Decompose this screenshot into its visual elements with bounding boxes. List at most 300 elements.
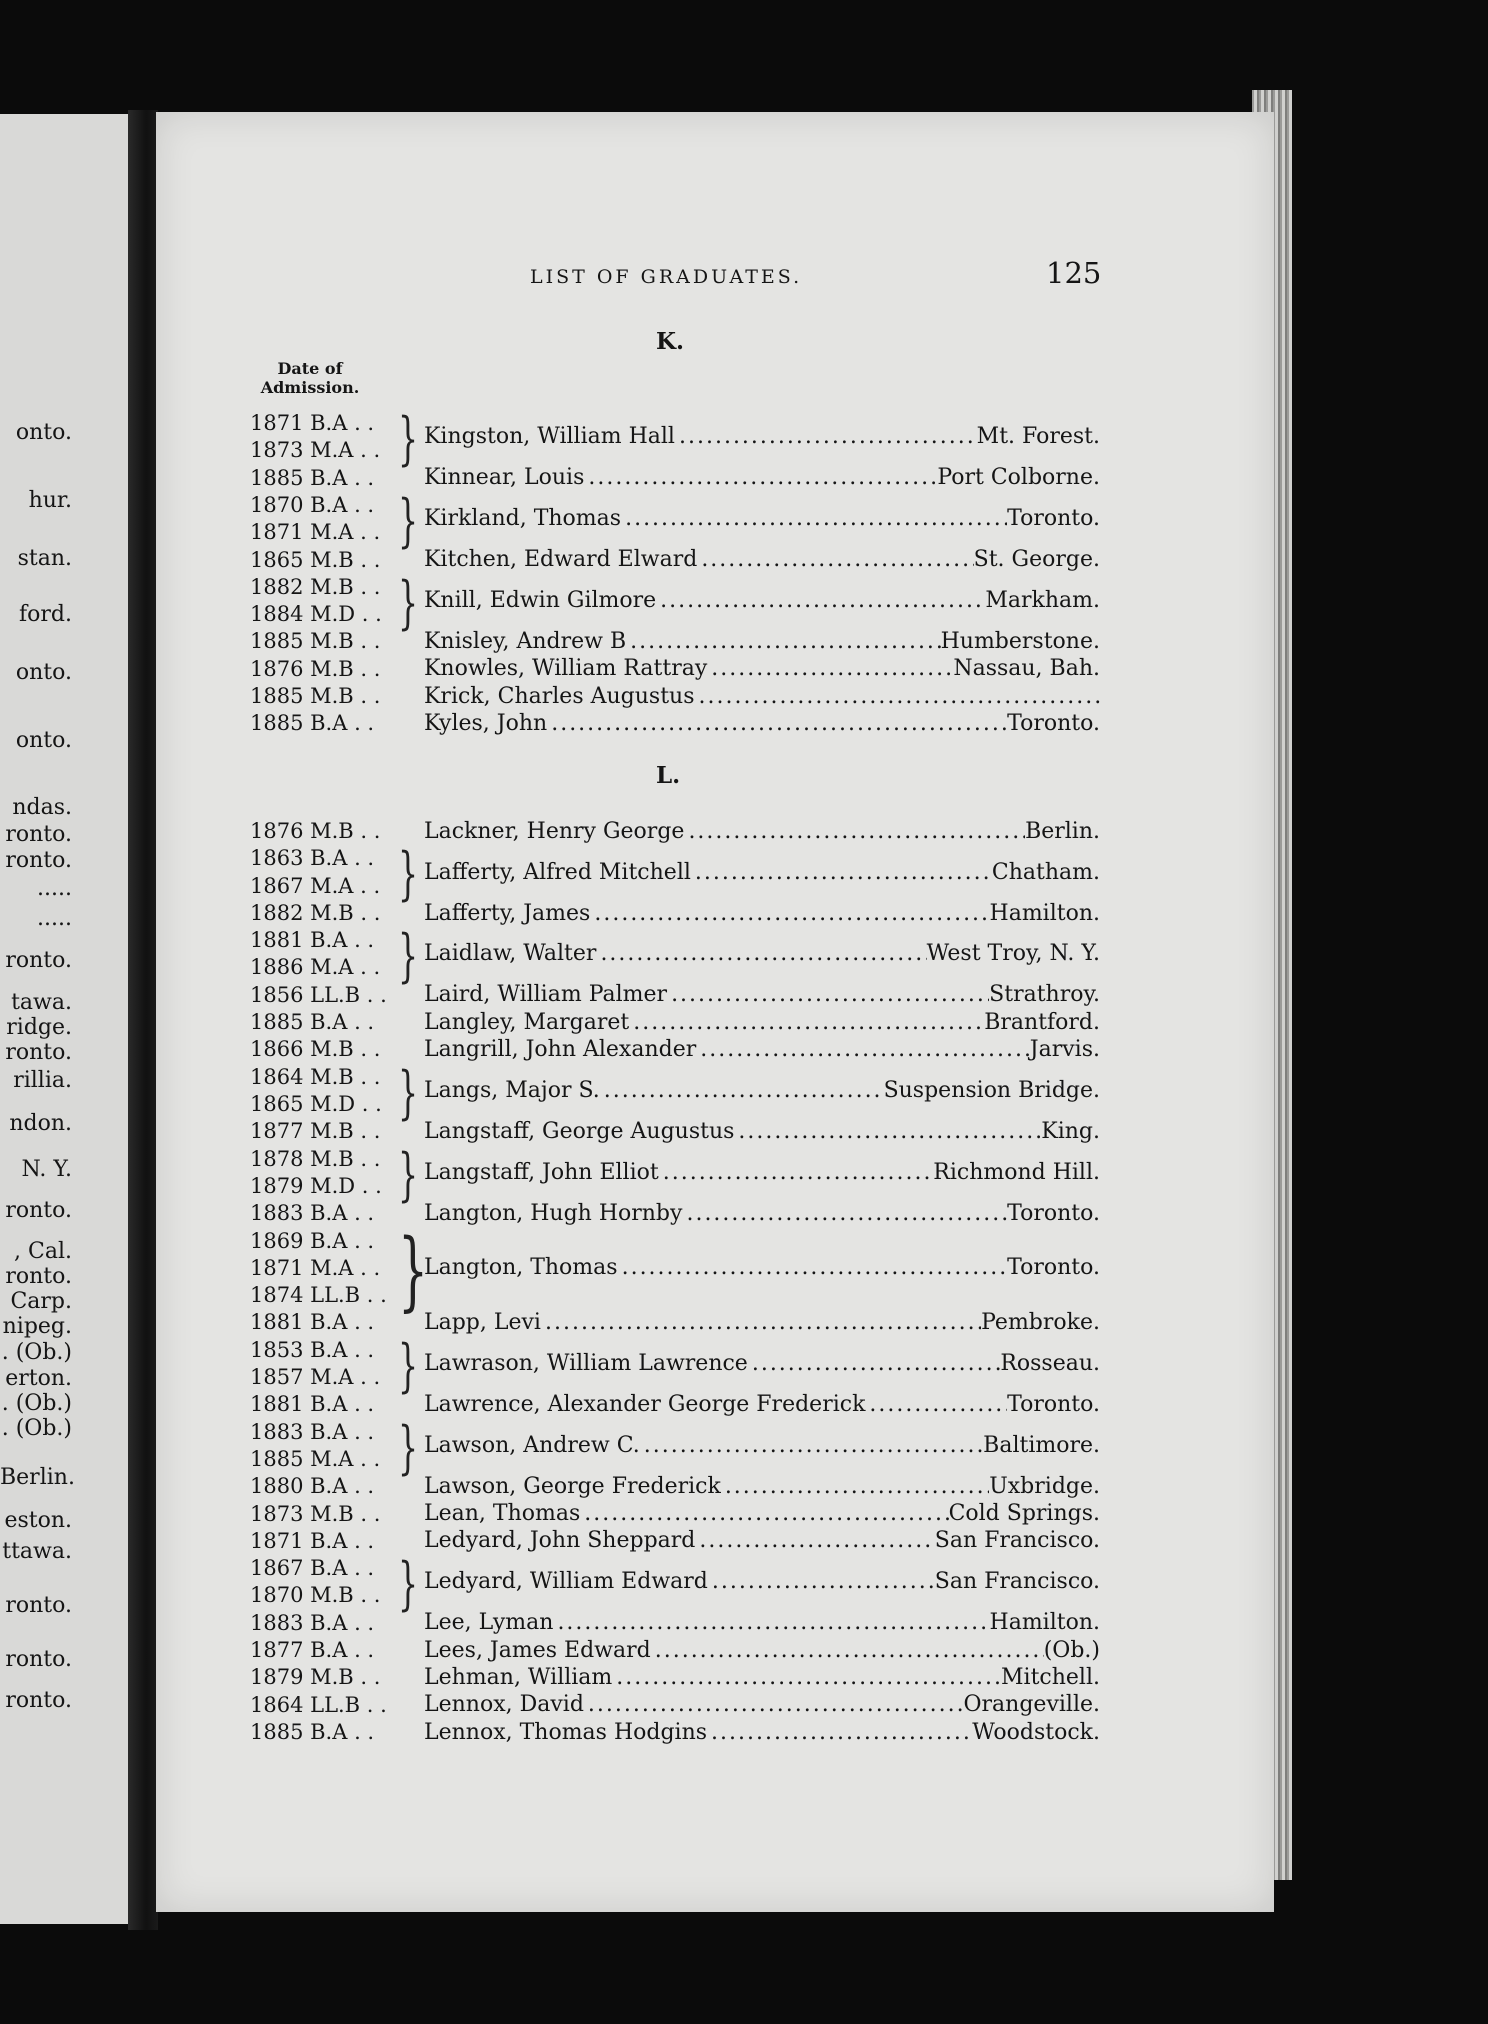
grouping-brace: } [398, 840, 419, 908]
entry-line [424, 1201, 1100, 1227]
admission-dates [250, 1555, 410, 1610]
facing-page-fragment: ..... [37, 906, 72, 931]
column-heading-line-1: Date of [277, 359, 343, 378]
admission-date-degree: 1883 B.A . . [250, 1201, 375, 1226]
dot-leader [695, 1528, 934, 1554]
entry-line [424, 1720, 1100, 1746]
residence: Woodstock. [972, 1719, 1100, 1745]
facing-page-fragment: ronto. [5, 1198, 72, 1223]
graduate-entry [250, 1637, 1100, 1664]
admission-date-degree: 1882 M.B . . [250, 574, 381, 599]
graduate-name: Lafferty, James [424, 900, 591, 926]
admission-date-degree: 1879 M.B . . [250, 1665, 381, 1690]
admission-date-degree: 1881 B.A . . [250, 928, 375, 953]
admission-dates [250, 1719, 410, 1746]
entry-line [424, 982, 1100, 1008]
graduate-entry [250, 1413, 1100, 1481]
graduate-name: Lackner, Henry George [424, 818, 685, 844]
admission-dates [250, 1009, 410, 1036]
admission-date-degree: 1885 B.A . . [250, 711, 375, 736]
residence: Jarvis. [1029, 1037, 1100, 1063]
graduate-entry [250, 1610, 1100, 1637]
graduate-name: Kyles, John [424, 710, 548, 736]
dot-leader [656, 588, 985, 614]
facing-page-fragment: ridge. [6, 1015, 72, 1040]
section-letter: K. [656, 328, 684, 355]
graduate-entry [250, 1550, 1100, 1618]
facing-page-fragment: onto. [15, 420, 72, 445]
dot-leader [553, 1610, 989, 1636]
admission-dates [250, 1419, 410, 1474]
admission-date-degree: 1856 LL.B . . [250, 982, 387, 1007]
admission-dates [250, 1664, 410, 1691]
dot-leader [590, 901, 989, 927]
graduate-name: Lees, James Edward [424, 1637, 651, 1663]
residence: Berlin. [1025, 818, 1100, 844]
entry-line [424, 1119, 1100, 1145]
residence: Pembroke. [981, 1310, 1100, 1336]
residence: San Francisco. [934, 1569, 1100, 1595]
residence: Richmond Hill. [933, 1159, 1100, 1185]
graduate-entry [250, 486, 1100, 554]
residence: (Ob.) [1043, 1637, 1100, 1663]
graduate-name: Lennox, David [424, 1692, 584, 1718]
entry-line [424, 1692, 1100, 1718]
graduate-name: Lean, Thomas [424, 1501, 581, 1527]
grouping-brace: } [398, 1220, 429, 1321]
dot-leader [734, 1119, 1041, 1145]
entry-line [424, 1392, 1100, 1418]
entry-line [424, 506, 1100, 532]
grouping-brace: } [398, 922, 419, 990]
admission-dates [250, 574, 410, 629]
facing-page-fragment: ndon. [9, 1111, 72, 1136]
graduate-entry [250, 1036, 1100, 1063]
residence: Toronto. [1007, 506, 1100, 532]
residence: Cold Springs. [948, 1501, 1100, 1527]
dot-leader [618, 1255, 1008, 1281]
admission-dates [250, 1200, 410, 1227]
facing-page-fragment: ttawa. [2, 1539, 72, 1564]
graduate-entry [250, 405, 1100, 472]
residence: Toronto. [1007, 1255, 1100, 1281]
admission-date-degree: 1871 B.A . . [250, 1528, 375, 1553]
facing-page-fragment: ronto. [5, 1593, 72, 1618]
running-title: LIST OF GRADUATES. [530, 266, 803, 288]
admission-date-degree: 1884 M.D . . [250, 602, 382, 627]
graduate-entry [250, 1200, 1100, 1227]
residence: San Francisco. [934, 1528, 1100, 1554]
dot-leader [675, 424, 977, 450]
admission-dates [250, 656, 410, 683]
entry-line [424, 1433, 1100, 1459]
facing-page-fragment: ronto. [5, 1040, 72, 1065]
entry-line [424, 1569, 1100, 1595]
admission-dates [250, 683, 410, 710]
admission-date-degree: 1871 M.A . . [250, 1255, 381, 1280]
graduate-name: Langs, Major S. [424, 1077, 600, 1103]
admission-date-degree: 1871 B.A . . [250, 411, 375, 435]
graduate-name: Lawrence, Alexander George Frederick [424, 1391, 866, 1417]
graduate-name: Lennox, Thomas Hodgins [424, 1719, 708, 1745]
entry-line [424, 684, 1100, 710]
residence: Port Colborne. [937, 465, 1100, 491]
admission-date-degree: 1863 B.A . . [250, 846, 375, 871]
facing-page-fragment: rillia. [13, 1068, 72, 1093]
residence: Mt. Forest. [976, 424, 1100, 450]
admission-date-degree: 1870 M.B . . [250, 1583, 381, 1608]
residence: Hamilton. [989, 900, 1100, 926]
grouping-brace: } [398, 405, 419, 472]
entry-line [424, 1160, 1100, 1186]
facing-page-fragment: . (Ob.) [1, 1416, 72, 1441]
facing-page-fragment: stan. [17, 546, 72, 571]
residence: Toronto. [1007, 710, 1100, 736]
admission-date-degree: 1874 LL.B . . [250, 1283, 387, 1308]
residence: Nassau, Bah. [953, 656, 1100, 682]
facing-page-fragment: N. Y. [21, 1157, 72, 1182]
graduate-name: Krick, Charles Augustus [424, 683, 695, 709]
facing-page-fragment: , Cal. [14, 1239, 72, 1264]
graduate-name: Langton, Thomas [424, 1255, 618, 1281]
admission-dates [250, 845, 410, 900]
dot-leader [584, 465, 937, 491]
admission-dates [250, 492, 410, 547]
admission-date-degree: 1883 B.A . . [250, 1419, 375, 1444]
graduate-entry [250, 547, 1100, 574]
admission-dates [250, 818, 410, 845]
admission-dates [250, 628, 410, 655]
graduate-entry [250, 900, 1100, 927]
admission-dates [250, 1337, 410, 1392]
dot-leader [640, 1433, 983, 1459]
dot-leader [748, 1351, 1000, 1377]
entry-line [424, 465, 1100, 491]
entry-line [424, 1351, 1100, 1377]
graduate-name: Kinnear, Louis [424, 465, 585, 491]
grouping-brace: } [398, 1550, 419, 1618]
graduate-name: Laidlaw, Walter [424, 941, 597, 967]
admission-dates [250, 410, 410, 465]
graduate-name: Lee, Lyman [424, 1610, 554, 1636]
dot-leader [580, 1501, 948, 1527]
dot-leader [651, 1638, 1044, 1664]
dot-leader [659, 1160, 934, 1186]
dot-leader [721, 1474, 989, 1500]
entry-line [424, 901, 1100, 927]
graduate-entry [250, 656, 1100, 683]
facing-page [0, 114, 140, 1924]
dot-leader [707, 656, 953, 682]
admission-dates [250, 1528, 410, 1555]
graduate-entry [250, 1309, 1100, 1336]
residence: Toronto. [1007, 1391, 1100, 1417]
graduate-name: Knill, Edwin Gilmore [424, 588, 657, 614]
residence: Humberstone. [940, 629, 1100, 655]
residence: Orangeville. [963, 1692, 1100, 1718]
admission-date-degree: 1885 B.A . . [250, 465, 375, 490]
residence: Markham. [985, 588, 1100, 614]
page-number: 125 [1046, 256, 1102, 290]
entry-line [424, 424, 1100, 450]
admission-date-degree: 1864 M.B . . [250, 1064, 381, 1089]
graduate-entry [250, 1501, 1100, 1528]
entry-line [424, 819, 1100, 845]
facing-page-fragment: . (Ob.) [1, 1391, 72, 1416]
entry-line [424, 941, 1100, 967]
graduate-entry [250, 710, 1100, 737]
admission-date-degree: 1879 M.D . . [250, 1173, 382, 1198]
residence: St. George. [973, 547, 1100, 573]
grouping-brace: } [398, 486, 419, 554]
grouping-brace: } [398, 1331, 419, 1399]
graduate-entry [250, 683, 1100, 710]
graduate-entry [250, 840, 1100, 908]
entry-line [424, 1010, 1100, 1036]
graduate-entry [250, 1528, 1100, 1555]
residence: Uxbridge. [989, 1473, 1100, 1499]
admission-dates [250, 1064, 410, 1119]
graduate-name: Laird, William Palmer [424, 982, 668, 1008]
graduate-name: Kirkland, Thomas [424, 506, 622, 532]
residence: Chatham. [991, 859, 1100, 885]
residence: Toronto. [1007, 1200, 1100, 1226]
facing-page-fragment: Carp. [10, 1289, 72, 1314]
entry-line [424, 1474, 1100, 1500]
facing-page-fragment: ndas. [12, 795, 72, 820]
dot-leader [626, 629, 940, 655]
graduate-entry [250, 1331, 1100, 1399]
facing-page-fragment: eston. [4, 1508, 72, 1533]
graduate-name: Langstaff, George Augustus [424, 1118, 735, 1144]
residence: Baltimore. [983, 1432, 1100, 1458]
admission-date-degree: 1885 M.B . . [250, 629, 381, 654]
graduate-entry [250, 1719, 1100, 1746]
graduate-entry [250, 922, 1100, 990]
book-gutter [128, 110, 158, 1930]
dot-leader [541, 1310, 981, 1336]
admission-date-degree: 1878 M.B . . [250, 1146, 381, 1171]
admission-dates [250, 927, 410, 982]
dot-leader [696, 1037, 1030, 1063]
entry-line [424, 711, 1100, 737]
admission-date-degree: 1876 M.B . . [250, 819, 381, 843]
graduate-name: Langley, Margaret [424, 1009, 630, 1035]
dot-leader [684, 819, 1025, 845]
admission-dates [250, 982, 410, 1009]
admission-dates [250, 1692, 410, 1719]
graduate-name: Lawson, Andrew C. [424, 1432, 640, 1458]
dot-leader [600, 1078, 884, 1104]
admission-date-degree: 1873 M.A . . [250, 438, 381, 463]
entry-line [424, 547, 1100, 573]
graduate-entry [250, 465, 1100, 492]
facing-page-fragment: ronto. [5, 1264, 72, 1289]
entry-line [424, 1638, 1100, 1664]
admission-date-degree: 1881 B.A . . [250, 1392, 375, 1417]
admission-date-degree: 1866 M.B . . [250, 1037, 381, 1062]
graduate-entry [250, 1009, 1100, 1036]
admission-date-degree: 1886 M.A . . [250, 955, 381, 980]
entry-line [424, 1255, 1100, 1281]
residence: Brantford. [984, 1009, 1100, 1035]
residence: Mitchell. [1001, 1664, 1100, 1690]
facing-page-fragment: onto. [15, 728, 72, 753]
dot-leader [629, 1010, 984, 1036]
admission-date-degree: 1864 LL.B . . [250, 1692, 387, 1717]
admission-date-degree: 1885 M.A . . [250, 1446, 381, 1471]
graduate-name: Lapp, Levi [424, 1310, 541, 1336]
admission-date-degree: 1877 M.B . . [250, 1119, 381, 1144]
admission-date-degree: 1870 B.A . . [250, 492, 375, 517]
entry-line [424, 588, 1100, 614]
entry-line [424, 1037, 1100, 1063]
facing-page-fragment: ronto. [5, 1688, 72, 1713]
admission-dates [250, 547, 410, 574]
graduate-entry [250, 628, 1100, 655]
admission-date-degree: 1876 M.B . . [250, 656, 381, 681]
admission-dates [250, 1228, 410, 1310]
entry-line [424, 860, 1100, 886]
residence: King. [1041, 1118, 1100, 1144]
facing-page-fragment: ronto. [5, 848, 72, 873]
dot-leader [865, 1392, 1007, 1418]
entry-line [424, 1078, 1100, 1104]
graduate-name: Langstaff, John Elliot [424, 1159, 659, 1185]
admission-dates [250, 1146, 410, 1201]
graduate-name: Kingston, William Hall [424, 424, 675, 450]
date-of-admission-heading [250, 359, 370, 397]
graduate-name: Kitchen, Edward Elward [424, 547, 698, 573]
graduate-name: Ledyard, William Edward [424, 1569, 708, 1595]
facing-page-fragment: ..... [37, 876, 72, 901]
dot-leader [695, 684, 1101, 710]
grouping-brace: } [398, 1140, 419, 1208]
admission-date-degree: 1885 B.A . . [250, 1719, 375, 1744]
admission-date-degree: 1882 M.B . . [250, 900, 381, 925]
admission-date-degree: 1865 M.B . . [250, 547, 381, 572]
graduate-name: Lehman, William [424, 1664, 613, 1690]
graduate-entry [250, 1391, 1100, 1418]
residence: West Troy, N. Y. [926, 941, 1100, 967]
graduate-entry [250, 1058, 1100, 1126]
admission-date-degree: 1869 B.A . . [250, 1228, 375, 1253]
admission-date-degree: 1873 M.B . . [250, 1501, 381, 1526]
graduate-entry [250, 982, 1100, 1009]
dot-leader [708, 1569, 935, 1595]
admission-date-degree: 1880 B.A . . [250, 1474, 375, 1499]
dot-leader [584, 1692, 964, 1718]
dot-leader [691, 860, 992, 886]
facing-page-fragment: Berlin. [0, 1465, 75, 1490]
graduate-entry [250, 818, 1100, 845]
facing-page-fragment: ford. [19, 602, 72, 627]
facing-page-fragment: tawa. [11, 990, 72, 1015]
graduate-entry [250, 1140, 1100, 1208]
dot-leader [547, 711, 1007, 737]
graduate-entry [250, 1220, 1100, 1321]
entry-line [424, 656, 1100, 682]
admission-date-degree: 1877 B.A . . [250, 1638, 375, 1662]
facing-page-fragment: onto. [15, 660, 72, 685]
graduate-name: Lawson, George Frederick [424, 1473, 721, 1499]
dot-leader [621, 506, 1007, 532]
facing-page-fragment: hur. [28, 488, 72, 513]
admission-dates [250, 710, 410, 737]
graduate-name: Knisley, Andrew B [424, 629, 627, 655]
graduate-name: Langrill, John Alexander [424, 1037, 697, 1063]
dot-leader [667, 982, 989, 1008]
admission-date-degree: 1885 M.B . . [250, 684, 381, 708]
grouping-brace: } [398, 1413, 419, 1481]
admission-date-degree: 1881 B.A . . [250, 1310, 375, 1335]
graduate-name: Knowles, William Rattray [424, 656, 708, 682]
admission-dates [250, 1501, 410, 1528]
residence: Strathroy. [989, 982, 1100, 1008]
admission-date-degree: 1867 B.A . . [250, 1556, 375, 1581]
graduate-entry [250, 568, 1100, 636]
residence: Rosseau. [1000, 1350, 1100, 1376]
graduate-entry [250, 1692, 1100, 1719]
entry-line [424, 1528, 1100, 1554]
facing-page-fragment: ronto. [5, 1647, 72, 1672]
admission-dates [250, 1391, 410, 1418]
residence: Suspension Bridge. [883, 1077, 1100, 1103]
column-heading-line-2: Admission. [260, 378, 360, 397]
facing-page-fragment: . (Ob.) [1, 1340, 72, 1365]
dot-leader [707, 1720, 972, 1746]
graduate-name: Lafferty, Alfred Mitchell [424, 859, 691, 885]
admission-dates [250, 1309, 410, 1336]
grouping-brace: } [398, 568, 419, 636]
facing-page-fragment: ronto. [5, 948, 72, 973]
admission-dates [250, 465, 410, 492]
entry-line [424, 1610, 1100, 1636]
entry-line [424, 1310, 1100, 1336]
admission-dates [250, 1637, 410, 1664]
admission-dates [250, 1036, 410, 1063]
entry-line [424, 1665, 1100, 1691]
dot-leader [612, 1665, 1001, 1691]
facing-page-fragment: erton. [5, 1366, 72, 1391]
residence: Hamilton. [989, 1610, 1100, 1636]
dot-leader [596, 941, 926, 967]
dot-leader [697, 547, 973, 573]
graduate-name: Lawrason, William Lawrence [424, 1350, 748, 1376]
admission-date-degree: 1885 B.A . . [250, 1010, 375, 1035]
entry-line [424, 629, 1100, 655]
admission-date-degree: 1853 B.A . . [250, 1337, 375, 1362]
admission-date-degree: 1865 M.D . . [250, 1091, 382, 1116]
graduate-name: Ledyard, John Sheppard [424, 1528, 696, 1554]
admission-dates [250, 1473, 410, 1500]
entry-line [424, 1501, 1100, 1527]
admission-date-degree: 1871 M.A . . [250, 520, 381, 545]
section-letter: L. [656, 762, 681, 789]
admission-dates [250, 900, 410, 927]
graduate-name: Langton, Hugh Hornby [424, 1200, 683, 1226]
admission-date-degree: 1857 M.A . . [250, 1364, 381, 1389]
graduate-entry [250, 1664, 1100, 1691]
grouping-brace: } [398, 1058, 419, 1126]
admission-date-degree: 1883 B.A . . [250, 1610, 375, 1635]
facing-page-fragment: nipeg. [2, 1314, 72, 1339]
graduate-entry [250, 1118, 1100, 1145]
admission-date-degree: 1867 M.A . . [250, 873, 381, 898]
facing-page-fragment: ronto. [5, 822, 72, 847]
admission-dates [250, 1610, 410, 1637]
graduate-entry [250, 1473, 1100, 1500]
